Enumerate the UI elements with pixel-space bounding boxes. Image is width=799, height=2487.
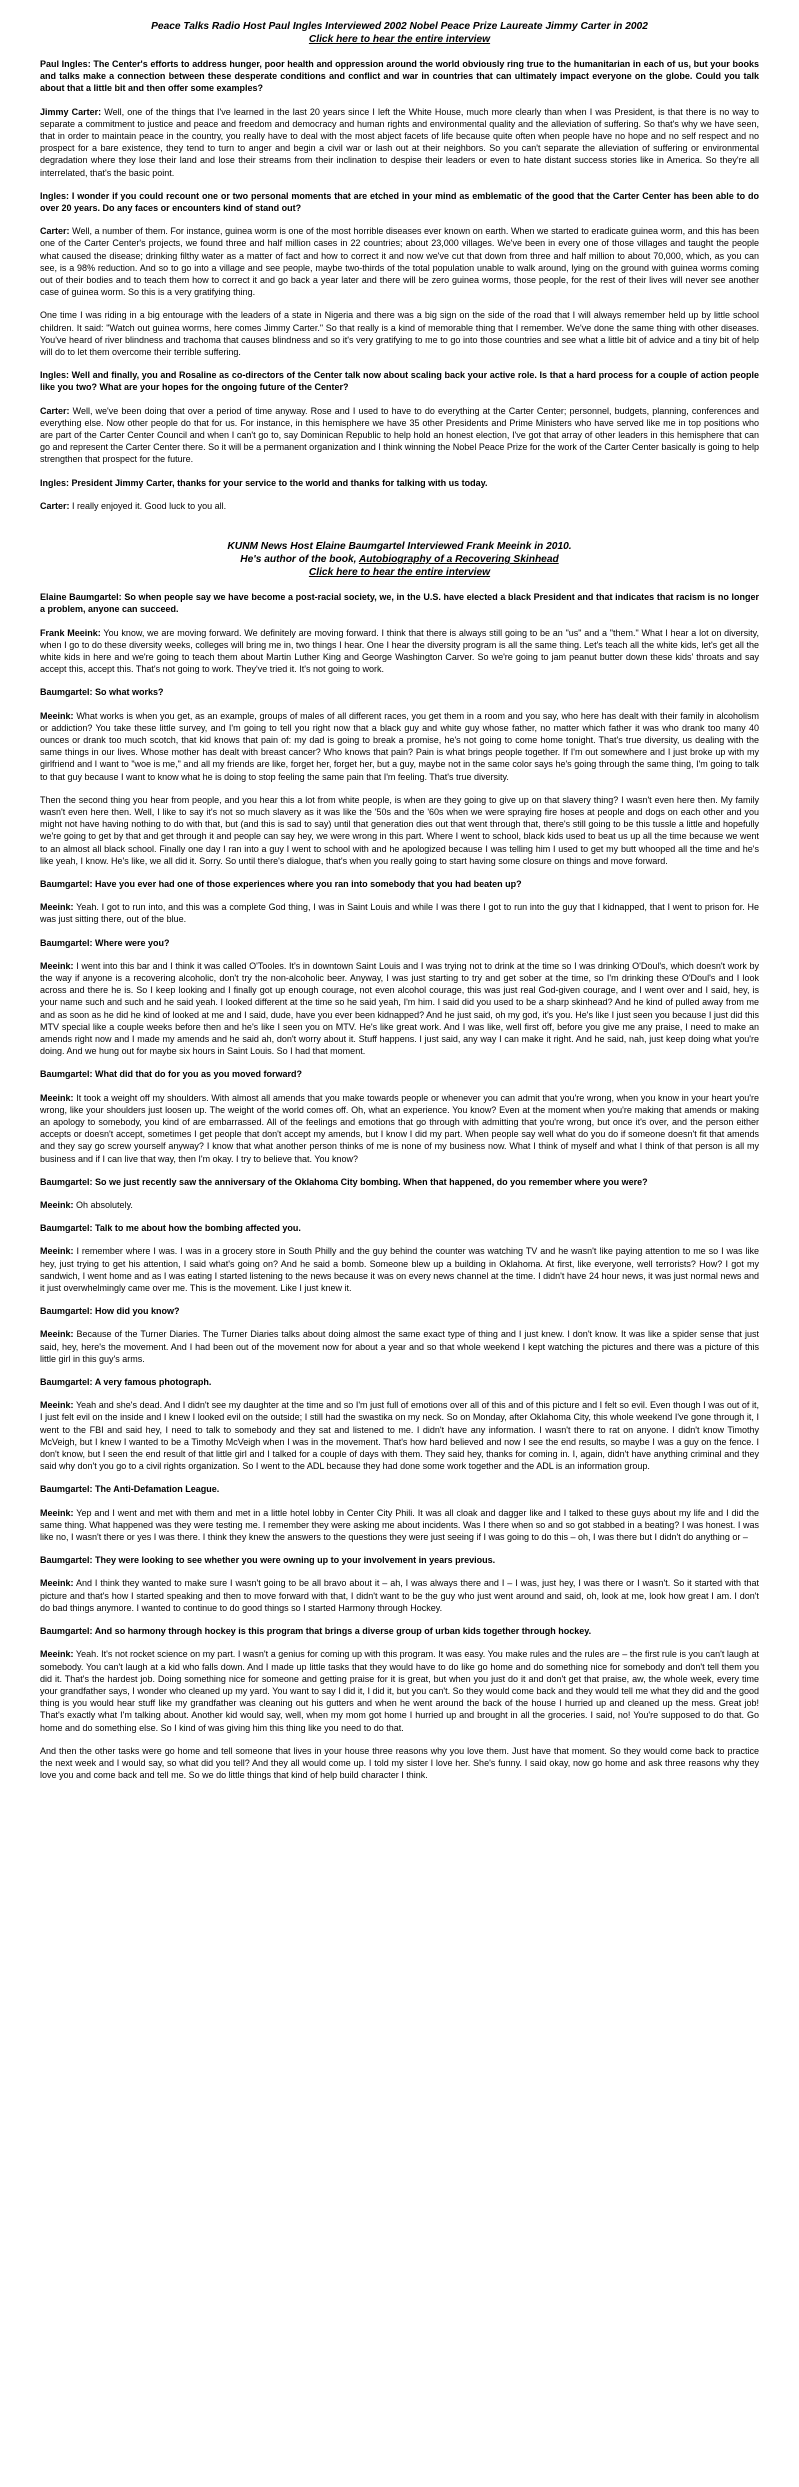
question-paragraph [40,937,759,949]
paragraph-text: I really enjoyed it. Good luck to you all. [72,500,227,511]
speaker-label: Ingles: [40,190,70,201]
speaker-label: Meeink: [40,1649,74,1660]
answer-paragraph [40,1577,759,1614]
speaker-label: Baumgartel: [40,1069,93,1080]
question-paragraph [40,477,759,489]
paragraph-text: They were looking to see whether you were owning up to your involvement in years previous. [95,1555,496,1566]
question-paragraph [40,58,759,95]
paragraph-text: Well and finally, you and Rosaline as co-directors of the Center talk now about scaling back your active role. Is that a hard process for a couple of action people like you two? What are your hopes for the ongoing future of the Center? [40,370,759,393]
paragraph-text: Well, a number of them. For instance, guinea worm is one of the most horrible diseases ever known on earth. When we started to eradicate guinea worm, and this has been one of the Carter Center's projects, we found three and half million cases in 22 countries; about 23,000 villages. We've been in every one of those villages and taught the people what caused the disease; drinking filthy water as a matter of fact and how to correct it and now we've cut that down from three and half million to about 70,000, which, as you can see, is a 98% reduction. And so to go into a village and see people, maybe two-thirds of the total population unable to walk around, lying on the ground with guinea worms coming out of their bodies and to teach them how to correct it and go back a year later and there will be zero guinea worms, those people, for the rest of their lives will never see another case of guinea worm. So this is a very gratifying thing. [40,226,759,298]
answer-paragraph [40,309,759,358]
speaker-label: Meeink: [40,710,74,721]
question-paragraph [40,1305,759,1317]
answer-paragraph [40,1507,759,1544]
interview1-header [40,20,759,46]
interview2-title: KUNM News Host Elaine Baumgartel Interviewed Frank Meeink in 2010. [227,541,572,553]
answer-paragraph [40,1648,759,1733]
answer-paragraph [40,1199,759,1211]
paragraph-text: I went into this bar and I think it was called O'Tooles. It's in downtown Saint Louis and I was trying not to drink at the time so I was drinking O'Doul's, which doesn't work by the way if anyone is a recovering alcoholic, don't try the non-alcoholic beer. Anyway, I was just starting to try and get sober at the time, so I'm drinking these O'Doul's and I look across and there he is. So I keep looking and I finally got up enough courage, not even alcohol courage, this was just real God-given courage, and I went over and I said, hey, is your name such and such and he said yeah. I looked different at the time so he said yeah, I'm him. I said did you used to be a sharp skinhead? And he kind of pulled away from me and as soon as he did he kind of looked at me and I said, dude, have you ever been kidnapped? And he just said, oh my god, it's you. He's like I just seen you because I just did this MTV special like a couple weeks before then and he's like I seen you on MTV. He's like great work. And I was like, well first off, before you give me any praise, I need to make an amends right now and I made my amends and he said ah, don't worry about it. Stuff happens. I just said, any way I can make it right. And he said, nah, just keep doing what you're doing. And we hung out for maybe six hours in Saint Louis. So I had that moment. [40,960,759,1057]
speaker-label: Baumgartel: [40,1377,93,1388]
question-paragraph [40,1483,759,1495]
paragraph-text: So we just recently saw the anniversary of the Oklahoma City bombing. When that happened, do you remember where you were? [95,1176,648,1187]
question-paragraph [40,1376,759,1388]
speaker-label: Meeink: [40,1200,74,1211]
answer-paragraph [40,405,759,466]
speaker-label: Meeink: [40,1329,74,1340]
answer-paragraph [40,960,759,1058]
answer-paragraph [40,500,759,512]
paragraph-text: I remember where I was. I was in a grocery store in South Philly and the guy behind the counter was watching TV and he wasn't like paying attention to me so I was like hey, just trying to get his attention, I said what's going on? And he said a bomb. Someone blew up a building in Oklahoma. At first, like everyone, well terrorists? How? I got my sandwich, I went home and as I was eating I started listening to the news because it was on every news channel at the time. I didn't have 24 hour news, it was just normal news and it just overwhelmingly came over me. This is the movement. Like I just knew it. [40,1246,759,1294]
answer-paragraph [40,794,759,867]
paragraph-text: And I think they wanted to make sure I wasn't going to be all bravo about it – ah, I was always there and I – I was, just hey, I was there or I wasn't. So it started with that picture and that's how I started speaking and then to move forward with that, I didn't want to be the guy who just went around and said, oh, look at me, look how great I am. I don't do bad things anymore. I wanted to continue to do good things so I started Harmony through Hockey. [40,1578,759,1613]
interview1-audio-link[interactable]: Click here to hear the entire interview [308,34,491,45]
paragraph-text: Because of the Turner Diaries. The Turner Diaries talks about doing almost the same exact type of thing and I just knew. I don't know. It was like a spider sense that just said, hey, here's the movement. And I had been out of the movement now for about a year and so that whole weekend I kept watching the pictures and there was a picture of this little girl in this guy's arms. [40,1329,759,1364]
answer-paragraph [40,710,759,783]
paragraph-text: I wonder if you could recount one or two personal moments that are etched in your mind as emblematic of the good that the Carter Center has been able to do over 20 years. Do any faces or encounters kind of stand out? [40,190,759,214]
answer-paragraph [40,901,759,925]
paragraph-text: Have you ever had one of those experiences where you ran into somebody that you had beaten up? [95,878,522,889]
answer-paragraph [40,627,759,676]
question-paragraph [40,1176,759,1188]
speaker-label: Ingles: [40,477,70,488]
speaker-label: Meeink: [40,1578,74,1589]
speaker-label: Baumgartel: [40,1176,93,1187]
paragraph-text: Well, we've been doing that over a period of time anyway. Rose and I used to have to do everything at the Carter Center; personnel, budgets, planning, conferences and everything else. Now other people do that for us. For instance, in this hemisphere we have 35 other Presidents and Prime Ministers who have served like me in top positions who are part of the Carter Center Council and when I can't go to, say Dominican Republic to help hold an honest election, I've got that array of other leaders in this hemisphere that can go and represent the Carter Center there. So it will be a permanent organization and I think winning the Nobel Peace Prize for the work of the Carter Center basically is going to help strengthen that prospect for the future. [40,405,759,465]
answer-paragraph [40,1245,759,1294]
question-paragraph [40,1222,759,1234]
paragraph-text: And then the other tasks were go home and tell someone that lives in your house three reasons why you love them. Just have that moment. So they would come back to practice the next week and I would say, so what did you tell? And they all would come up. I told my sister I love her. She's funny. I said okay, now go home and ask three reasons why they love you and come back and tell me. So we do little things that kind of help build character I think. [40,1745,759,1781]
speaker-label: Meeink: [40,1246,74,1257]
speaker-label: Baumgartel: [40,1306,93,1317]
interview1-title: Peace Talks Radio Host Paul Ingles Interviewed 2002 Nobel Peace Prize Laureate Jimmy Carter in 2002 [151,21,648,32]
paragraph-text: Yeah. It's not rocket science on my part. I wasn't a genius for coming up with this program. It was easy. You make rules and the rules are – the first rule is you can't laugh at somebody. You can't laugh at a kid who falls down. And I made up little tasks that they would have to do like go home and do something nice for somebody and don't tell them you did it. That's the hardest job. Doing something nice for someone and getting praise for it is great, but when you just do it and don't get that praise, aw, the whole week, every time your grandfather says, I wonder who cleaned up my yard. You want to say I did it, I did it, but you can't. So they would come back and they would tell me what they did and the good thing is you would hear stuff like my grandfather was cleaning out his gutters and when he went around the back of the house I hurried up and cleaned up the mess. Great job! That's exactly what I'm talking about. Another kid would say, well, when my mom got home I hurried up and brought in all the groceries. I said, no! You're supposed to do that. Go home and do something else. So I kind of was giving him this thing like you need to do that. [40,1649,759,1733]
paragraph-text: President Jimmy Carter, thanks for your service to the world and thanks for talking with us today. [71,477,488,488]
interview2-subtitle: He's author of the book, Autobiography of a Recovering Skinhead [240,554,559,566]
speaker-label: Baumgartel: [40,937,93,948]
question-paragraph [40,369,759,393]
speaker-label: Meeink: [40,1400,74,1411]
interview1-body [40,58,759,512]
paragraph-text: Where were you? [95,937,170,948]
paragraph-text: Oh absolutely. [76,1200,133,1211]
answer-paragraph [40,106,759,179]
answer-paragraph [40,1399,759,1472]
question-paragraph [40,1068,759,1080]
speaker-label: Baumgartel: [40,1555,93,1566]
speaker-label: Baumgartel: [40,687,93,698]
speaker-label: Carter: [40,500,70,511]
paragraph-text: One time I was riding in a big entourage with the leaders of a state in Nigeria and there was a big sign on the side of the road that I will always remember held up by little school children. It said: "Watch out guinea worms, here comes Jimmy Carter." So that really is a kind of memorable thing that I remember. We've done the same thing with other diseases. You've heard of river blindness and trachoma that causes blindness and so it's very gratifying to me to go into those countries and see what a little bit of advice and a tiny bit of help will do to let them overcome their terrible suffering. [40,310,759,358]
question-paragraph [40,878,759,890]
paragraph-text: And so harmony through hockey is this program that brings a diverse group of urban kids together through hockey. [94,1626,592,1637]
speaker-label: Meeink: [40,960,74,971]
paragraph-text: A very famous photograph. [94,1377,212,1388]
paragraph-text: Well, one of the things that I've learned in the last 20 years since I left the White House, much more clearly than when I was President, is that there is no way to separate a commitment to justice and peace and freedom and democracy and human rights and environmental quality and the alleviation of suffering. So that's why we have seen, that in order to maintain peace in the country, you really have to deal with the most abject facets of life because quite often when people have no hope and no self respect and no prospect for a bare existence, they tend to turn to anger and begin a civil war or lash out at their neighbors. So you can't separate the alleviation of suffering or environmental degradation where they lose their land and lose their streams from their inclination to despise their leaders or even to hate distant success stories like in America. So they're all interrelated, that's the basic point. [40,106,759,178]
interview2-audio-link[interactable]: Click here to hear the entire interview [308,567,491,579]
speaker-label: Frank Meeink: [40,627,101,638]
paragraph-text: What did that do for you as you moved forward? [95,1069,303,1080]
paragraph-text: What works is when you get, as an example, groups of males of all different races, you get them in a room and you say, who here has dealt with their family in alcoholism or addiction? You take these little survey, and I'm going to tell you right now that a black guy and white guy whose father, no matter which father it was who drank too many 40 ounces or drank too much scotch, that kid knows that pain of: my dad is going to break a promise, he's not going to come home tonight. That's true diversity, us dealing with the same things in our lives. Whose mother has dealt with breast cancer? Who knows that pain? Pain is what brings people together. If I'm out somewhere and I just broke up with my girlfriend and I want to "woe is me," and all my friends are like, forget her, forget her, but a guy, maybe not in the same color says he's going through the same thing, I'm going to talk to that guy because I want to know what he is doing to stop feeling the same pain that I'm feeling. That's true diversity. [40,710,759,782]
question-paragraph [40,1554,759,1566]
paragraph-text: Then the second thing you hear from people, and you hear this a lot from white people, is when are they going to give up on that slavery thing? I wasn't even here then. My family wasn't even here then. Well, I like to say it's not so much slavery as it was like the '50s and the '60s when we were spraying fire hoses at people and dogs on each other and you might not have having nothing to do with that, but (and this is sad to say) until that generation dies out that went through that, there's still going to be this tussle a little and hopefully we're going to get by that and get through it and people can say hey, we were wrong in this part. Where I went to school, black kids used to beat us up all the time because we went to an almost all black school. Finally one day I ran into a guy I went to school with and he apologized because I was telling him I used to get my butt whooped all the time and he's like yeah, I know. He's like, we all did it. Sorry. So until there's dialogue, that's when you really going to start having some closure on things and move forward. [40,794,759,866]
speaker-label: Meeink: [40,1507,74,1518]
speaker-label: Baumgartel: [40,878,93,889]
speaker-label: Paul Ingles: [40,59,91,69]
paragraph-text: The Anti-Defamation League. [95,1484,220,1495]
paragraph-text: How did you know? [95,1306,180,1317]
paragraph-text: Yeah and she's dead. And I didn't see my daughter at the time and so I'm just full of emotions over all of this and of this picture and I felt so evil. Even though I was out of it, I just felt evil on the inside and I knew I looked evil on the outside; I still had the swastika on my neck. So on Monday, after Oklahoma City, this whole weekend I've gone through it, I went to the FBI and said hey, I need to talk to somebody and they sat and listened to me. I didn't have any information. I wasn't there to rat on anyone. I didn't know Timothy McVeigh, but I knew I wanted to be a Timothy McVeigh when I was in the movement. That's how hard believed and now I see the end results, so maybe I was a guy on the fence. I don't know, but I seen the end result of that little girl and I talked for a couple of days with them. They said hey, thanks for coming in. I, again, didn't have anything criminal and they said why don't you go to a civil rights organization. So I went to the ADL because they had done some work together and the ADL is an information group. [40,1400,759,1472]
interview2-header [40,540,759,579]
speaker-label: Meeink: [40,902,74,913]
question-paragraph [40,1625,759,1637]
paragraph-text: Yep and I went and met with them and met in a little hotel lobby in Center City Phili. It was all cloak and dagger like and I talked to these guys about my life and I did the same thing. What happened was they were testing me. I remember they were asking me about incidents. Was I there when so and so got stabbed in a beating? I was honest. I was like no, I wasn't there or yes I was there. I think they knew the answers to the questions they were just seeing if I was going to do this – oh, I was there but I didn't do anything or – [40,1507,759,1543]
paragraph-text: The Center's efforts to address hunger, poor health and oppression around the world obviously ring true to the humanitarian in each of us, but your books and talks make a connection between these desperate conditions and conflict and war in countries that can ultimately impact everyone on the globe. Could you talk about that a little bit and then offer some examples? [40,59,759,94]
paragraph-text: So when people say we have become a post-racial society, we, in the U.S. have elected a black President and that indicates that racism is no longer a problem, anyone can succeed. [40,592,759,615]
question-paragraph [40,686,759,698]
speaker-label: Elaine Baumgartel: [40,592,122,603]
answer-paragraph [40,1092,759,1165]
answer-paragraph [40,1328,759,1365]
question-paragraph [40,591,759,615]
speaker-label: Baumgartel: [40,1484,93,1495]
question-paragraph [40,190,759,214]
speaker-label: Carter: [40,405,70,416]
paragraph-text: Yeah. I got to run into, and this was a complete God thing, I was in Saint Louis and while I was there I got to run into the guy that I kidnapped, that I went to prison for. He was just sitting there, out of the blue. [40,902,760,925]
speaker-label: Jimmy Carter: [40,106,102,117]
speaker-label: Baumgartel: [40,1223,93,1234]
paragraph-text: So what works? [95,687,164,698]
paragraph-text: You know, we are moving forward. We definitely are moving forward. I think that there is always still going to be an "us" and a "them." What I hear a lot on diversity, when I go to do these diversity weeks, colleges will bring me in, two things I hear. One I hear the diversity program is all the same thing. Let's teach all the white kids, let's get all the white kids in here and we're going to teach them about Martin Luther King and George Washington Carver. So we're going to jam peanut butter down these kids' throats and say accept this, accept this. That's not going to work. They've tried it. It's not going to work. [40,627,759,675]
speaker-label: Baumgartel: [40,1626,93,1637]
document-page [40,20,759,1792]
answer-paragraph [40,225,759,298]
paragraph-text: It took a weight off my shoulders. With almost all amends that you make towards people or whenever you can admit that you're wrong, when you know in your heart you're wrong, like your shoulders just loosen up. The weight of the world comes off. Oh, what an experience. You know? Even at the moment when you're making that amends or making an apology to somebody, you kind of are embarrassed. All of the feelings and emotions that go through with admitting that you're wrong, but once it's over, and the person either accepts or doesn't accept, sometimes I get people that don't accept my amends, but I know I did my part. When people say well what do you do if someone doesn't fit that amends and they say go screw yourself anyway? I know that what another person thinks of me is none of my business now. What I think of myself and what I think of that person is all my business and if I can live that way, then I'm okay. I try to believe that. You know? [40,1092,759,1164]
speaker-label: Ingles: [40,370,70,381]
interview2-body [40,591,759,1781]
speaker-label: Carter: [40,226,70,237]
speaker-label: Meeink: [40,1092,74,1103]
answer-paragraph [40,1745,759,1782]
book-title: Autobiography of a Recovering Skinhead [358,554,559,566]
paragraph-text: Talk to me about how the bombing affected you. [95,1223,301,1234]
